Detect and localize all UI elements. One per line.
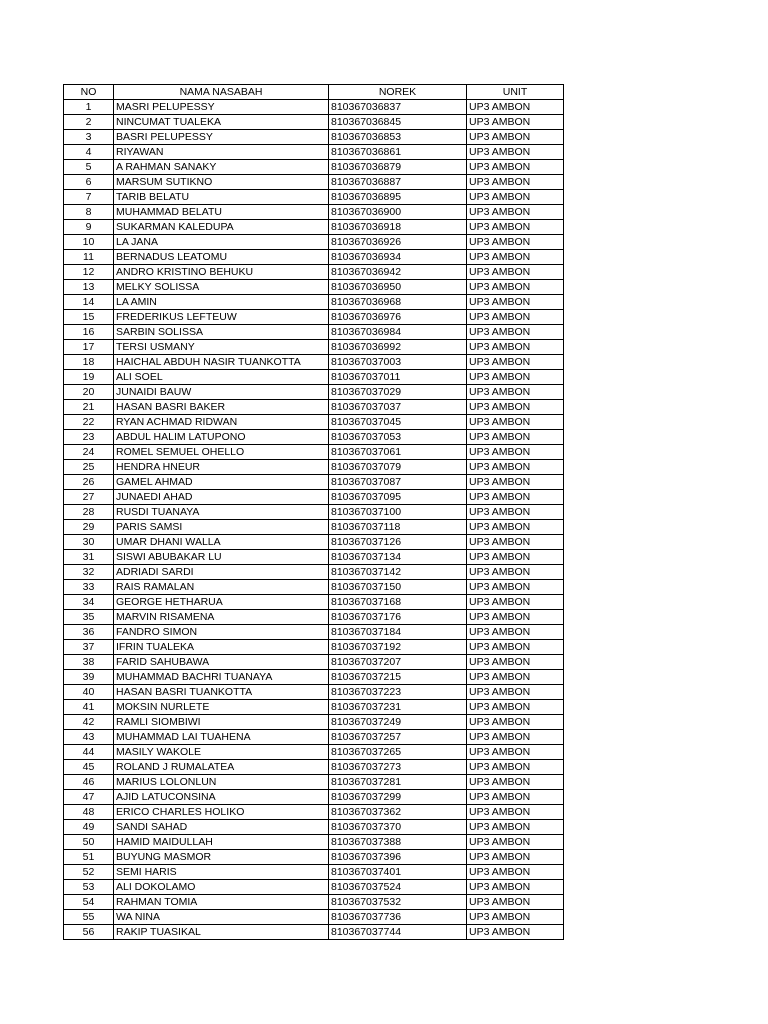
account-number: 810367037744 <box>329 925 467 940</box>
account-number: 810367037370 <box>329 820 467 835</box>
unit-name: UP3 AMBON <box>467 310 564 325</box>
table-row <box>64 220 564 235</box>
row-number: 37 <box>64 640 114 655</box>
unit-name: UP3 AMBON <box>467 445 564 460</box>
table-row <box>64 670 564 685</box>
customer-name: PARIS SAMSI <box>114 520 329 535</box>
table-row <box>64 865 564 880</box>
table-row <box>64 535 564 550</box>
table-row <box>64 790 564 805</box>
account-number: 810367037736 <box>329 910 467 925</box>
customer-name: MUHAMMAD LAI TUAHENA <box>114 730 329 745</box>
unit-name: UP3 AMBON <box>467 355 564 370</box>
row-number: 36 <box>64 625 114 640</box>
row-number: 42 <box>64 715 114 730</box>
table-row <box>64 295 564 310</box>
customer-name: AJID LATUCONSINA <box>114 790 329 805</box>
table-row <box>64 580 564 595</box>
table-row <box>64 160 564 175</box>
account-number: 810367036926 <box>329 235 467 250</box>
customer-name: JUNAEDI AHAD <box>114 490 329 505</box>
row-number: 8 <box>64 205 114 220</box>
header-no: NO <box>64 85 114 100</box>
customer-table <box>63 84 564 940</box>
account-number: 810367037037 <box>329 400 467 415</box>
customer-name: ALI SOEL <box>114 370 329 385</box>
unit-name: UP3 AMBON <box>467 235 564 250</box>
table-row <box>64 565 564 580</box>
customer-name: LA AMIN <box>114 295 329 310</box>
row-number: 6 <box>64 175 114 190</box>
row-number: 19 <box>64 370 114 385</box>
customer-name: MASRI PELUPESSY <box>114 100 329 115</box>
account-number: 810367037362 <box>329 805 467 820</box>
unit-name: UP3 AMBON <box>467 250 564 265</box>
account-number: 810367037184 <box>329 625 467 640</box>
account-number: 810367036837 <box>329 100 467 115</box>
unit-name: UP3 AMBON <box>467 145 564 160</box>
account-number: 810367037003 <box>329 355 467 370</box>
table-row <box>64 625 564 640</box>
customer-name: FARID SAHUBAWA <box>114 655 329 670</box>
customer-name: HAICHAL ABDUH NASIR TUANKOTTA <box>114 355 329 370</box>
unit-name: UP3 AMBON <box>467 385 564 400</box>
account-number: 810367036950 <box>329 280 467 295</box>
unit-name: UP3 AMBON <box>467 220 564 235</box>
unit-name: UP3 AMBON <box>467 880 564 895</box>
unit-name: UP3 AMBON <box>467 670 564 685</box>
account-number: 810367036879 <box>329 160 467 175</box>
account-number: 810367037150 <box>329 580 467 595</box>
account-number: 810367037142 <box>329 565 467 580</box>
unit-name: UP3 AMBON <box>467 625 564 640</box>
account-number: 810367037207 <box>329 655 467 670</box>
customer-name: WA NINA <box>114 910 329 925</box>
row-number: 18 <box>64 355 114 370</box>
customer-name: RAMLI SIOMBIWI <box>114 715 329 730</box>
unit-name: UP3 AMBON <box>467 490 564 505</box>
row-number: 23 <box>64 430 114 445</box>
table-row <box>64 100 564 115</box>
account-number: 810367037231 <box>329 700 467 715</box>
account-number: 810367037273 <box>329 760 467 775</box>
customer-name: LA JANA <box>114 235 329 250</box>
customer-name: MASILY WAKOLE <box>114 745 329 760</box>
customer-name: ABDUL HALIM LATUPONO <box>114 430 329 445</box>
row-number: 35 <box>64 610 114 625</box>
customer-name: ALI DOKOLAMO <box>114 880 329 895</box>
account-number: 810367036984 <box>329 325 467 340</box>
customer-name: ADRIADI SARDI <box>114 565 329 580</box>
account-number: 810367036895 <box>329 190 467 205</box>
table-row <box>64 835 564 850</box>
row-number: 25 <box>64 460 114 475</box>
customer-name: HENDRA HNEUR <box>114 460 329 475</box>
customer-name: MELKY SOLISSA <box>114 280 329 295</box>
table-row <box>64 250 564 265</box>
customer-name: MUHAMMAD BELATU <box>114 205 329 220</box>
customer-name: SANDI SAHAD <box>114 820 329 835</box>
customer-name: UMAR DHANI WALLA <box>114 535 329 550</box>
customer-name: SISWI ABUBAKAR LU <box>114 550 329 565</box>
table-row <box>64 730 564 745</box>
unit-name: UP3 AMBON <box>467 850 564 865</box>
customer-name: ERICO CHARLES HOLIKO <box>114 805 329 820</box>
table-row <box>64 430 564 445</box>
unit-name: UP3 AMBON <box>467 370 564 385</box>
account-number: 810367036992 <box>329 340 467 355</box>
row-number: 55 <box>64 910 114 925</box>
table-row <box>64 775 564 790</box>
account-number: 810367037011 <box>329 370 467 385</box>
header-name: NAMA NASABAH <box>114 85 329 100</box>
account-number: 810367037401 <box>329 865 467 880</box>
row-number: 47 <box>64 790 114 805</box>
table-row <box>64 340 564 355</box>
row-number: 15 <box>64 310 114 325</box>
unit-name: UP3 AMBON <box>467 130 564 145</box>
unit-name: UP3 AMBON <box>467 205 564 220</box>
account-number: 810367037388 <box>329 835 467 850</box>
table-row <box>64 550 564 565</box>
account-number: 810367037396 <box>329 850 467 865</box>
account-number: 810367037061 <box>329 445 467 460</box>
table-header-row <box>64 85 564 100</box>
unit-name: UP3 AMBON <box>467 760 564 775</box>
unit-name: UP3 AMBON <box>467 895 564 910</box>
table-row <box>64 595 564 610</box>
row-number: 2 <box>64 115 114 130</box>
row-number: 17 <box>64 340 114 355</box>
table-row <box>64 280 564 295</box>
table-row <box>64 385 564 400</box>
table-row <box>64 610 564 625</box>
row-number: 10 <box>64 235 114 250</box>
unit-name: UP3 AMBON <box>467 910 564 925</box>
table-row <box>64 325 564 340</box>
customer-name: RIYAWAN <box>114 145 329 160</box>
account-number: 810367036900 <box>329 205 467 220</box>
account-number: 810367037192 <box>329 640 467 655</box>
unit-name: UP3 AMBON <box>467 115 564 130</box>
table-row <box>64 355 564 370</box>
unit-name: UP3 AMBON <box>467 595 564 610</box>
unit-name: UP3 AMBON <box>467 340 564 355</box>
unit-name: UP3 AMBON <box>467 925 564 940</box>
header-norek: NOREK <box>329 85 467 100</box>
customer-name: TARIB BELATU <box>114 190 329 205</box>
customer-name: GAMEL AHMAD <box>114 475 329 490</box>
table-row <box>64 445 564 460</box>
header-unit: UNIT <box>467 85 564 100</box>
account-number: 810367037281 <box>329 775 467 790</box>
account-number: 810367036853 <box>329 130 467 145</box>
row-number: 7 <box>64 190 114 205</box>
account-number: 810367036934 <box>329 250 467 265</box>
account-number: 810367037249 <box>329 715 467 730</box>
table-row <box>64 760 564 775</box>
account-number: 810367037257 <box>329 730 467 745</box>
unit-name: UP3 AMBON <box>467 160 564 175</box>
row-number: 50 <box>64 835 114 850</box>
row-number: 28 <box>64 505 114 520</box>
customer-name: ROMEL SEMUEL OHELLO <box>114 445 329 460</box>
row-number: 44 <box>64 745 114 760</box>
row-number: 16 <box>64 325 114 340</box>
unit-name: UP3 AMBON <box>467 415 564 430</box>
row-number: 54 <box>64 895 114 910</box>
customer-name: NINCUMAT TUALEKA <box>114 115 329 130</box>
customer-name: SARBIN SOLISSA <box>114 325 329 340</box>
customer-name: HASAN BASRI BAKER <box>114 400 329 415</box>
customer-name: TERSI USMANY <box>114 340 329 355</box>
table-row <box>64 910 564 925</box>
account-number: 810367037118 <box>329 520 467 535</box>
unit-name: UP3 AMBON <box>467 550 564 565</box>
row-number: 38 <box>64 655 114 670</box>
customer-name: BASRI PELUPESSY <box>114 130 329 145</box>
row-number: 20 <box>64 385 114 400</box>
unit-name: UP3 AMBON <box>467 325 564 340</box>
account-number: 810367036845 <box>329 115 467 130</box>
account-number: 810367037176 <box>329 610 467 625</box>
account-number: 810367037045 <box>329 415 467 430</box>
unit-name: UP3 AMBON <box>467 775 564 790</box>
unit-name: UP3 AMBON <box>467 430 564 445</box>
account-number: 810367037134 <box>329 550 467 565</box>
customer-name: MUHAMMAD BACHRI TUANAYA <box>114 670 329 685</box>
table-row <box>64 370 564 385</box>
table-row <box>64 310 564 325</box>
row-number: 56 <box>64 925 114 940</box>
table-row <box>64 190 564 205</box>
row-number: 34 <box>64 595 114 610</box>
unit-name: UP3 AMBON <box>467 835 564 850</box>
table-row <box>64 655 564 670</box>
unit-name: UP3 AMBON <box>467 865 564 880</box>
row-number: 52 <box>64 865 114 880</box>
row-number: 4 <box>64 145 114 160</box>
table-row <box>64 745 564 760</box>
row-number: 11 <box>64 250 114 265</box>
unit-name: UP3 AMBON <box>467 475 564 490</box>
row-number: 5 <box>64 160 114 175</box>
table-row <box>64 505 564 520</box>
customer-name: MOKSIN NURLETE <box>114 700 329 715</box>
customer-name: RAKIP TUASIKAL <box>114 925 329 940</box>
row-number: 14 <box>64 295 114 310</box>
row-number: 41 <box>64 700 114 715</box>
customer-name: MARSUM SUTIKNO <box>114 175 329 190</box>
row-number: 48 <box>64 805 114 820</box>
unit-name: UP3 AMBON <box>467 730 564 745</box>
table-row <box>64 205 564 220</box>
unit-name: UP3 AMBON <box>467 460 564 475</box>
row-number: 39 <box>64 670 114 685</box>
table-row <box>64 475 564 490</box>
account-number: 810367037524 <box>329 880 467 895</box>
table-row <box>64 880 564 895</box>
table-row <box>64 265 564 280</box>
unit-name: UP3 AMBON <box>467 790 564 805</box>
row-number: 43 <box>64 730 114 745</box>
unit-name: UP3 AMBON <box>467 685 564 700</box>
row-number: 13 <box>64 280 114 295</box>
table-row <box>64 925 564 940</box>
unit-name: UP3 AMBON <box>467 715 564 730</box>
table-row <box>64 115 564 130</box>
unit-name: UP3 AMBON <box>467 175 564 190</box>
table-row <box>64 700 564 715</box>
table-row <box>64 130 564 145</box>
customer-name: BUYUNG MASMOR <box>114 850 329 865</box>
table-row <box>64 415 564 430</box>
customer-name: SEMI HARIS <box>114 865 329 880</box>
table-row <box>64 850 564 865</box>
unit-name: UP3 AMBON <box>467 505 564 520</box>
table-row <box>64 820 564 835</box>
account-number: 810367037053 <box>329 430 467 445</box>
table-row <box>64 805 564 820</box>
row-number: 31 <box>64 550 114 565</box>
account-number: 810367037299 <box>329 790 467 805</box>
customer-name: A RAHMAN SANAKY <box>114 160 329 175</box>
unit-name: UP3 AMBON <box>467 280 564 295</box>
customer-name: IFRIN TUALEKA <box>114 640 329 655</box>
account-number: 810367037223 <box>329 685 467 700</box>
customer-name: MARIUS LOLONLUN <box>114 775 329 790</box>
table-row <box>64 490 564 505</box>
unit-name: UP3 AMBON <box>467 805 564 820</box>
customer-table-sheet <box>63 84 564 940</box>
row-number: 24 <box>64 445 114 460</box>
customer-name: FREDERIKUS LEFTEUW <box>114 310 329 325</box>
unit-name: UP3 AMBON <box>467 820 564 835</box>
table-row <box>64 520 564 535</box>
unit-name: UP3 AMBON <box>467 745 564 760</box>
row-number: 3 <box>64 130 114 145</box>
account-number: 810367036968 <box>329 295 467 310</box>
unit-name: UP3 AMBON <box>467 700 564 715</box>
table-row <box>64 460 564 475</box>
unit-name: UP3 AMBON <box>467 580 564 595</box>
customer-name: HASAN BASRI TUANKOTTA <box>114 685 329 700</box>
account-number: 810367036887 <box>329 175 467 190</box>
row-number: 33 <box>64 580 114 595</box>
account-number: 810367037087 <box>329 475 467 490</box>
account-number: 810367037215 <box>329 670 467 685</box>
customer-name: JUNAIDI BAUW <box>114 385 329 400</box>
unit-name: UP3 AMBON <box>467 565 564 580</box>
row-number: 29 <box>64 520 114 535</box>
row-number: 22 <box>64 415 114 430</box>
customer-name: ANDRO KRISTINO BEHUKU <box>114 265 329 280</box>
unit-name: UP3 AMBON <box>467 190 564 205</box>
table-row <box>64 715 564 730</box>
unit-name: UP3 AMBON <box>467 535 564 550</box>
row-number: 21 <box>64 400 114 415</box>
customer-name: GEORGE HETHARUA <box>114 595 329 610</box>
account-number: 810367037532 <box>329 895 467 910</box>
table-row <box>64 640 564 655</box>
row-number: 30 <box>64 535 114 550</box>
account-number: 810367037029 <box>329 385 467 400</box>
unit-name: UP3 AMBON <box>467 100 564 115</box>
account-number: 810367036976 <box>329 310 467 325</box>
row-number: 1 <box>64 100 114 115</box>
unit-name: UP3 AMBON <box>467 265 564 280</box>
unit-name: UP3 AMBON <box>467 640 564 655</box>
account-number: 810367037126 <box>329 535 467 550</box>
row-number: 32 <box>64 565 114 580</box>
customer-name: RAIS RAMALAN <box>114 580 329 595</box>
account-number: 810367036942 <box>329 265 467 280</box>
table-row <box>64 895 564 910</box>
row-number: 9 <box>64 220 114 235</box>
row-number: 53 <box>64 880 114 895</box>
row-number: 40 <box>64 685 114 700</box>
customer-name: ROLAND J RUMALATEA <box>114 760 329 775</box>
table-row <box>64 400 564 415</box>
customer-name: SUKARMAN KALEDUPA <box>114 220 329 235</box>
table-row <box>64 235 564 250</box>
table-row <box>64 145 564 160</box>
row-number: 12 <box>64 265 114 280</box>
account-number: 810367037168 <box>329 595 467 610</box>
customer-name: RAHMAN TOMIA <box>114 895 329 910</box>
account-number: 810367037079 <box>329 460 467 475</box>
row-number: 27 <box>64 490 114 505</box>
table-body <box>64 100 564 940</box>
unit-name: UP3 AMBON <box>467 610 564 625</box>
table-row <box>64 175 564 190</box>
account-number: 810367036861 <box>329 145 467 160</box>
account-number: 810367037100 <box>329 505 467 520</box>
customer-name: RUSDI TUANAYA <box>114 505 329 520</box>
customer-name: BERNADUS LEATOMU <box>114 250 329 265</box>
unit-name: UP3 AMBON <box>467 295 564 310</box>
customer-name: MARVIN RISAMENA <box>114 610 329 625</box>
account-number: 810367036918 <box>329 220 467 235</box>
customer-name: FANDRO SIMON <box>114 625 329 640</box>
customer-name: HAMID MAIDULLAH <box>114 835 329 850</box>
account-number: 810367037265 <box>329 745 467 760</box>
customer-name: RYAN ACHMAD RIDWAN <box>114 415 329 430</box>
unit-name: UP3 AMBON <box>467 655 564 670</box>
account-number: 810367037095 <box>329 490 467 505</box>
unit-name: UP3 AMBON <box>467 520 564 535</box>
unit-name: UP3 AMBON <box>467 400 564 415</box>
row-number: 26 <box>64 475 114 490</box>
row-number: 46 <box>64 775 114 790</box>
row-number: 45 <box>64 760 114 775</box>
table-row <box>64 685 564 700</box>
row-number: 51 <box>64 850 114 865</box>
row-number: 49 <box>64 820 114 835</box>
